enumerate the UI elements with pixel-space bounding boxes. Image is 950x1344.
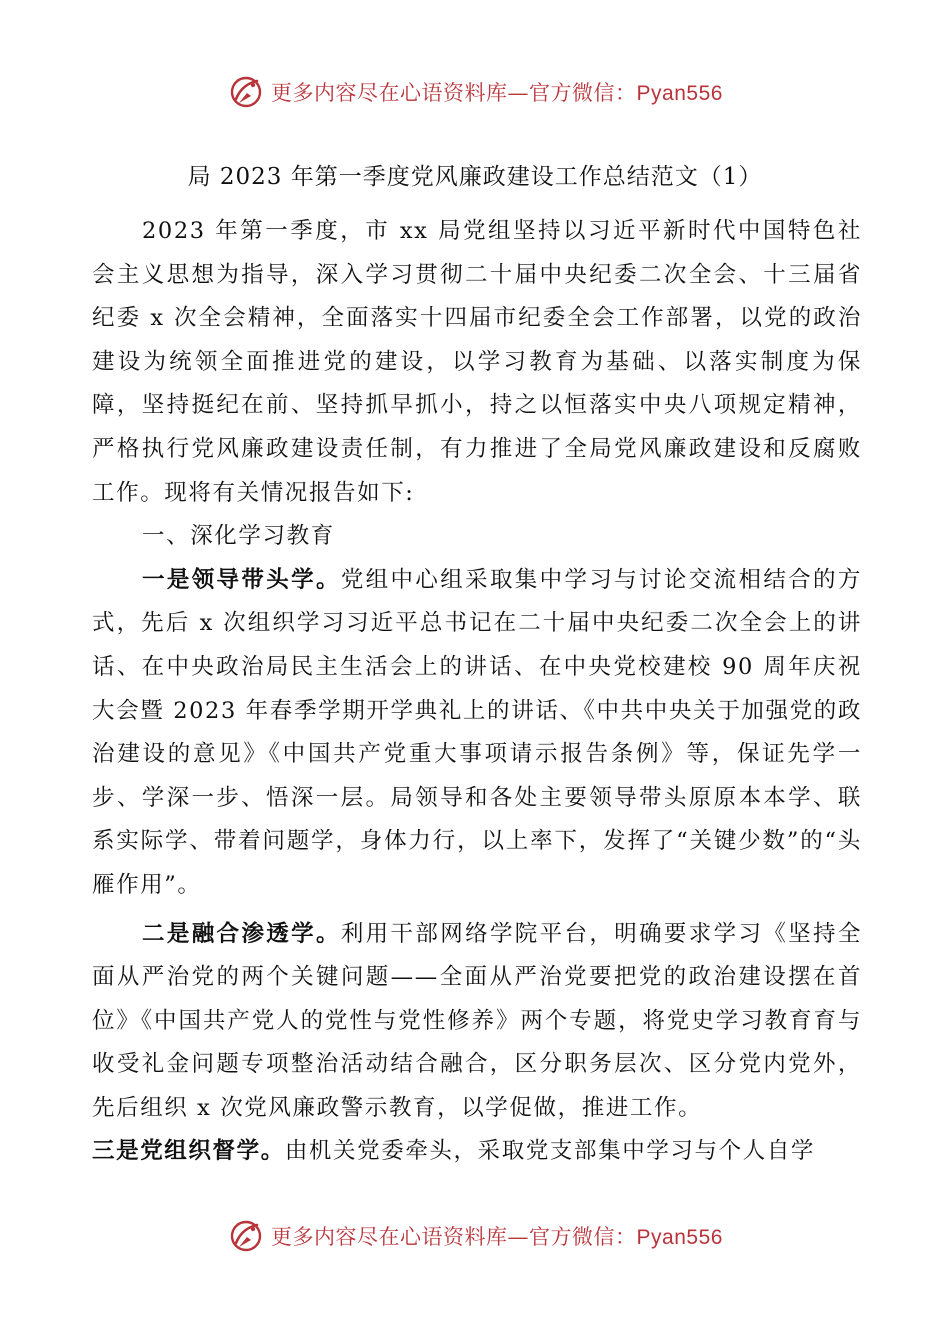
item-text-2: 利用干部网络学院平台，明确要求学习《坚持全面从严治党的两个关键问题——全面从严治党要把党的政治建设摆在首位》《中国共产党人的党性与党性修养》两个专题，将党史学习教育育与收受礼金问题专项整治活动结合融合，区分职务层次、区分党内党外，先后组织 x 次党风廉政警示教育，以学促做，推进工作。 bbox=[92, 920, 862, 1121]
item-text-1: 党组中心组采取集中学习与讨论交流相结合的方式，先后 x 次组织学习习近平总书记在二十届中央纪委二次全会上的讲话、在中央政治局民主生活会上的讲话、在中央党校建校 90 周年庆祝大会暨 2023 年春季学期开学典礼上的讲话、《中共中央关于加强党的政治建设的意见》《中国共产党重大事项请示报告条例》等，保证先学一步、学深一步、悟深一层。局领导和各处主要领导带头原原本本学、联系实际学、带着问题学，身体力行，以上率下，发挥了“关键少数”的“头雁作用”。 bbox=[92, 566, 862, 898]
item-lead-1: 一是领导带头学。 bbox=[142, 566, 341, 593]
header-banner bbox=[0, 70, 950, 114]
banner-wechat-id: Pyan556 bbox=[636, 82, 723, 105]
intro-paragraph: 2023 年第一季度，市 xx 局党组坚持以习近平新时代中国特色社会主义思想为指导，深入学习贯彻二十届中央纪委二次全会、十三届省纪委 x 次全会精神，全面落实十四届市纪委全会工作部署，以党的政治建设为统领全面推进党的建设，以学习教育为基础、以落实制度为保障，坚持挺纪在前、坚持抓早抓小，持之以恒落实中央八项规定精神，严格执行党风廉政建设责任制，有力推进了全局党风廉政建设和反腐败工作。现将有关情况报告如下: bbox=[92, 218, 862, 506]
pen-swirl-icon bbox=[227, 1217, 265, 1255]
pen-swirl-icon bbox=[227, 73, 265, 111]
banner-dash: — bbox=[507, 81, 530, 105]
document-body bbox=[92, 210, 862, 1174]
item-paragraph-1 bbox=[92, 559, 862, 908]
banner-wechat-id: Pyan556 bbox=[636, 1226, 723, 1249]
banner-text bbox=[271, 1221, 723, 1251]
banner-text bbox=[271, 77, 723, 107]
item-text-3: 由机关党委牵头，采取党支部集中学习与个人自学 bbox=[284, 1138, 816, 1165]
item-lead-2: 二是融合渗透学。 bbox=[142, 920, 341, 947]
banner-main-text: 更多内容尽在心语资料库 bbox=[271, 1225, 508, 1249]
item-paragraph-3 bbox=[92, 1130, 862, 1174]
item-lead-3: 三是党组织督学。 bbox=[92, 1138, 285, 1165]
footer-banner bbox=[0, 1214, 950, 1258]
section-heading: 一、深化学习教育 bbox=[142, 523, 335, 550]
banner-dash: — bbox=[507, 1225, 530, 1249]
item-paragraph-2 bbox=[92, 913, 862, 1131]
document-title: 局 2023 年第一季度党风廉政建设工作总结范文（1） bbox=[187, 164, 763, 190]
banner-main-text: 更多内容尽在心语资料库 bbox=[271, 81, 508, 105]
banner-wechat-label: 官方微信： bbox=[529, 1225, 637, 1249]
banner-wechat-label: 官方微信： bbox=[529, 81, 637, 105]
